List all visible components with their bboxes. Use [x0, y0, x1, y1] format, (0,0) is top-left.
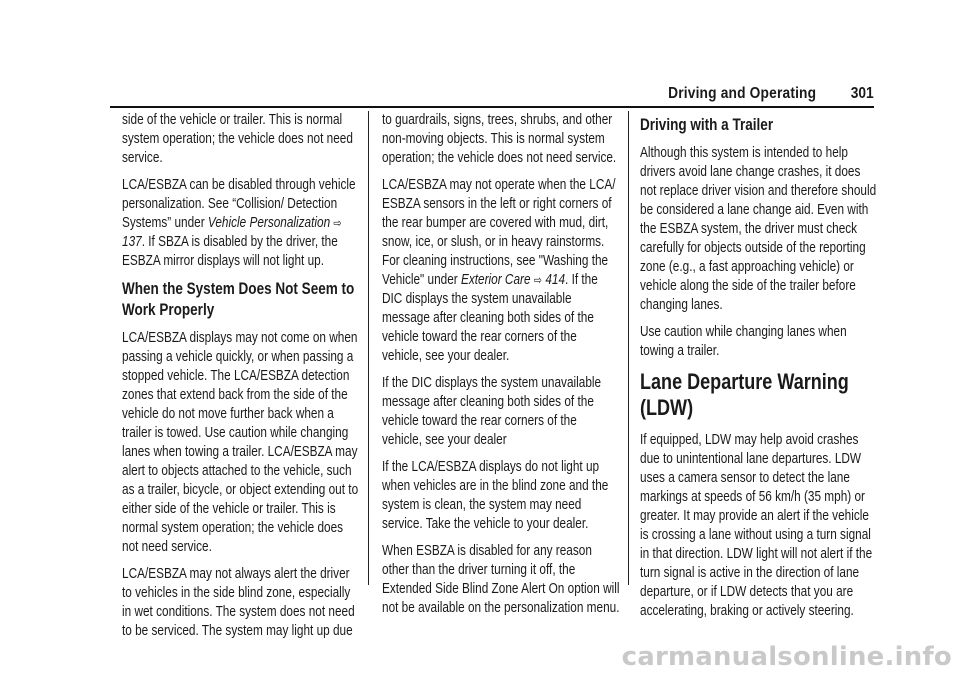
page-reference[interactable]: 137	[122, 234, 142, 250]
paragraph	[122, 176, 360, 271]
column-divider	[368, 111, 369, 585]
paragraph: If the DIC displays the system unavailable message after cleaning both sides of the vehicle toward the rear corners of the vehicle, see your dealer	[382, 375, 602, 448]
page-number: 301	[851, 85, 874, 102]
paragraph: When ESBZA is disabled for any reason other than the driver turning it off, the Extended Side Blind Zone Alert On option will not be available on the personalization menu.	[382, 543, 620, 616]
text: LCA/ESBZA may not operate when the LCA/ ESBZA sensors in the left or right corners of the rear bumper are covered with mud, dirt, snow, ice, or slush, or in heavy rainstorms. For cleaning instructions, see "Washing the Vehicle" under	[382, 177, 616, 288]
section-title: Driving and Operating	[667, 85, 816, 102]
cross-reference-link[interactable]: Exterior Care	[460, 272, 531, 288]
column-divider	[628, 111, 629, 585]
subheading-trailer: Driving with a Trailer	[640, 116, 774, 134]
header-rule	[110, 106, 874, 108]
column-1	[122, 111, 360, 649]
reference-arrow-icon: ⇨	[533, 273, 543, 287]
cross-reference-link[interactable]: Vehicle Personalization	[207, 215, 331, 231]
paragraph: If the LCA/ESBZA displays do not light up when vehicles are in the blind zone and the system is clean, the system may need service. Take the vehicle to your dealer.	[382, 459, 609, 532]
paragraph: LCA/ESBZA displays may not come on when passing a vehicle quickly, or when passing a stopped vehicle. The LCA/ESBZA detection zones that extend back from the side of the vehicle do not move further back when a trailer is towed. Use caution while changing lanes when towing a trailer. LCA/ESBZA may alert to objects attached to the vehicle, such as a trailer, bicycle, or object extending out to either side of the vehicle or trailer. This is normal system operation; the vehicle does not need service.	[122, 330, 359, 555]
column-2	[382, 111, 620, 626]
paragraph	[382, 176, 620, 366]
text: LCA/ESBZA can be disabled through vehicle personalization. See “Collision/ Detection Systems” under	[122, 177, 356, 231]
page-reference[interactable]: 414	[545, 272, 566, 288]
watermark: carmanualsonline.info	[621, 642, 952, 672]
reference-arrow-icon: ⇨	[333, 216, 342, 230]
paragraph: to guardrails, signs, trees, shrubs, and other non-moving objects. This is normal system operation; the vehicle does not need service.	[382, 112, 617, 166]
paragraph: Use caution while changing lanes when towing a trailer.	[640, 324, 847, 359]
paragraph: LCA/ESBZA may not always alert the driver to vehicles in the side blind zone, especially in wet conditions. The system does not need to be serviced. The system may light up due	[122, 566, 355, 639]
subheading-not-working: When the System Does Not Seem to Work Properly	[122, 280, 355, 319]
paragraph: side of the vehicle or trailer. This is normal system operation; the vehicle does not need service.	[122, 112, 353, 166]
column-3	[640, 111, 876, 629]
paragraph: Although this system is intended to help drivers avoid lane change crashes, it does not replace driver vision and therefore should be considered a lane change aid. Even with the ESBZA system, the driver must check carefully for objects outside of the reporting zone (e.g., a fast approaching vehicle) or vehicle along the side of the trailer before changing lanes.	[640, 145, 877, 313]
text: . If the DIC displays the system unavailable message after cleaning both sides of the vehicle toward the rear corners of the vehicle, see your dealer.	[382, 272, 598, 364]
text: . If SBZA is disabled by the driver, the ESBZA mirror displays will not light up.	[122, 234, 338, 269]
page-header	[110, 83, 874, 107]
paragraph: If equipped, LDW may help avoid crashes due to unintentional lane departures. LDW uses a camera sensor to detect the lane markings at speeds of 56 km/h (35 mph) or greater. It may provide an alert if the vehicle is crossing a lane without using a turn signal in that direction. LDW light will not alert if the turn signal is active in the direction of lane departure, or if LDW detects that you are accelerating, braking or actively steering.	[640, 432, 873, 619]
section-heading-ldw: Lane Departure Warning (LDW)	[640, 369, 849, 420]
